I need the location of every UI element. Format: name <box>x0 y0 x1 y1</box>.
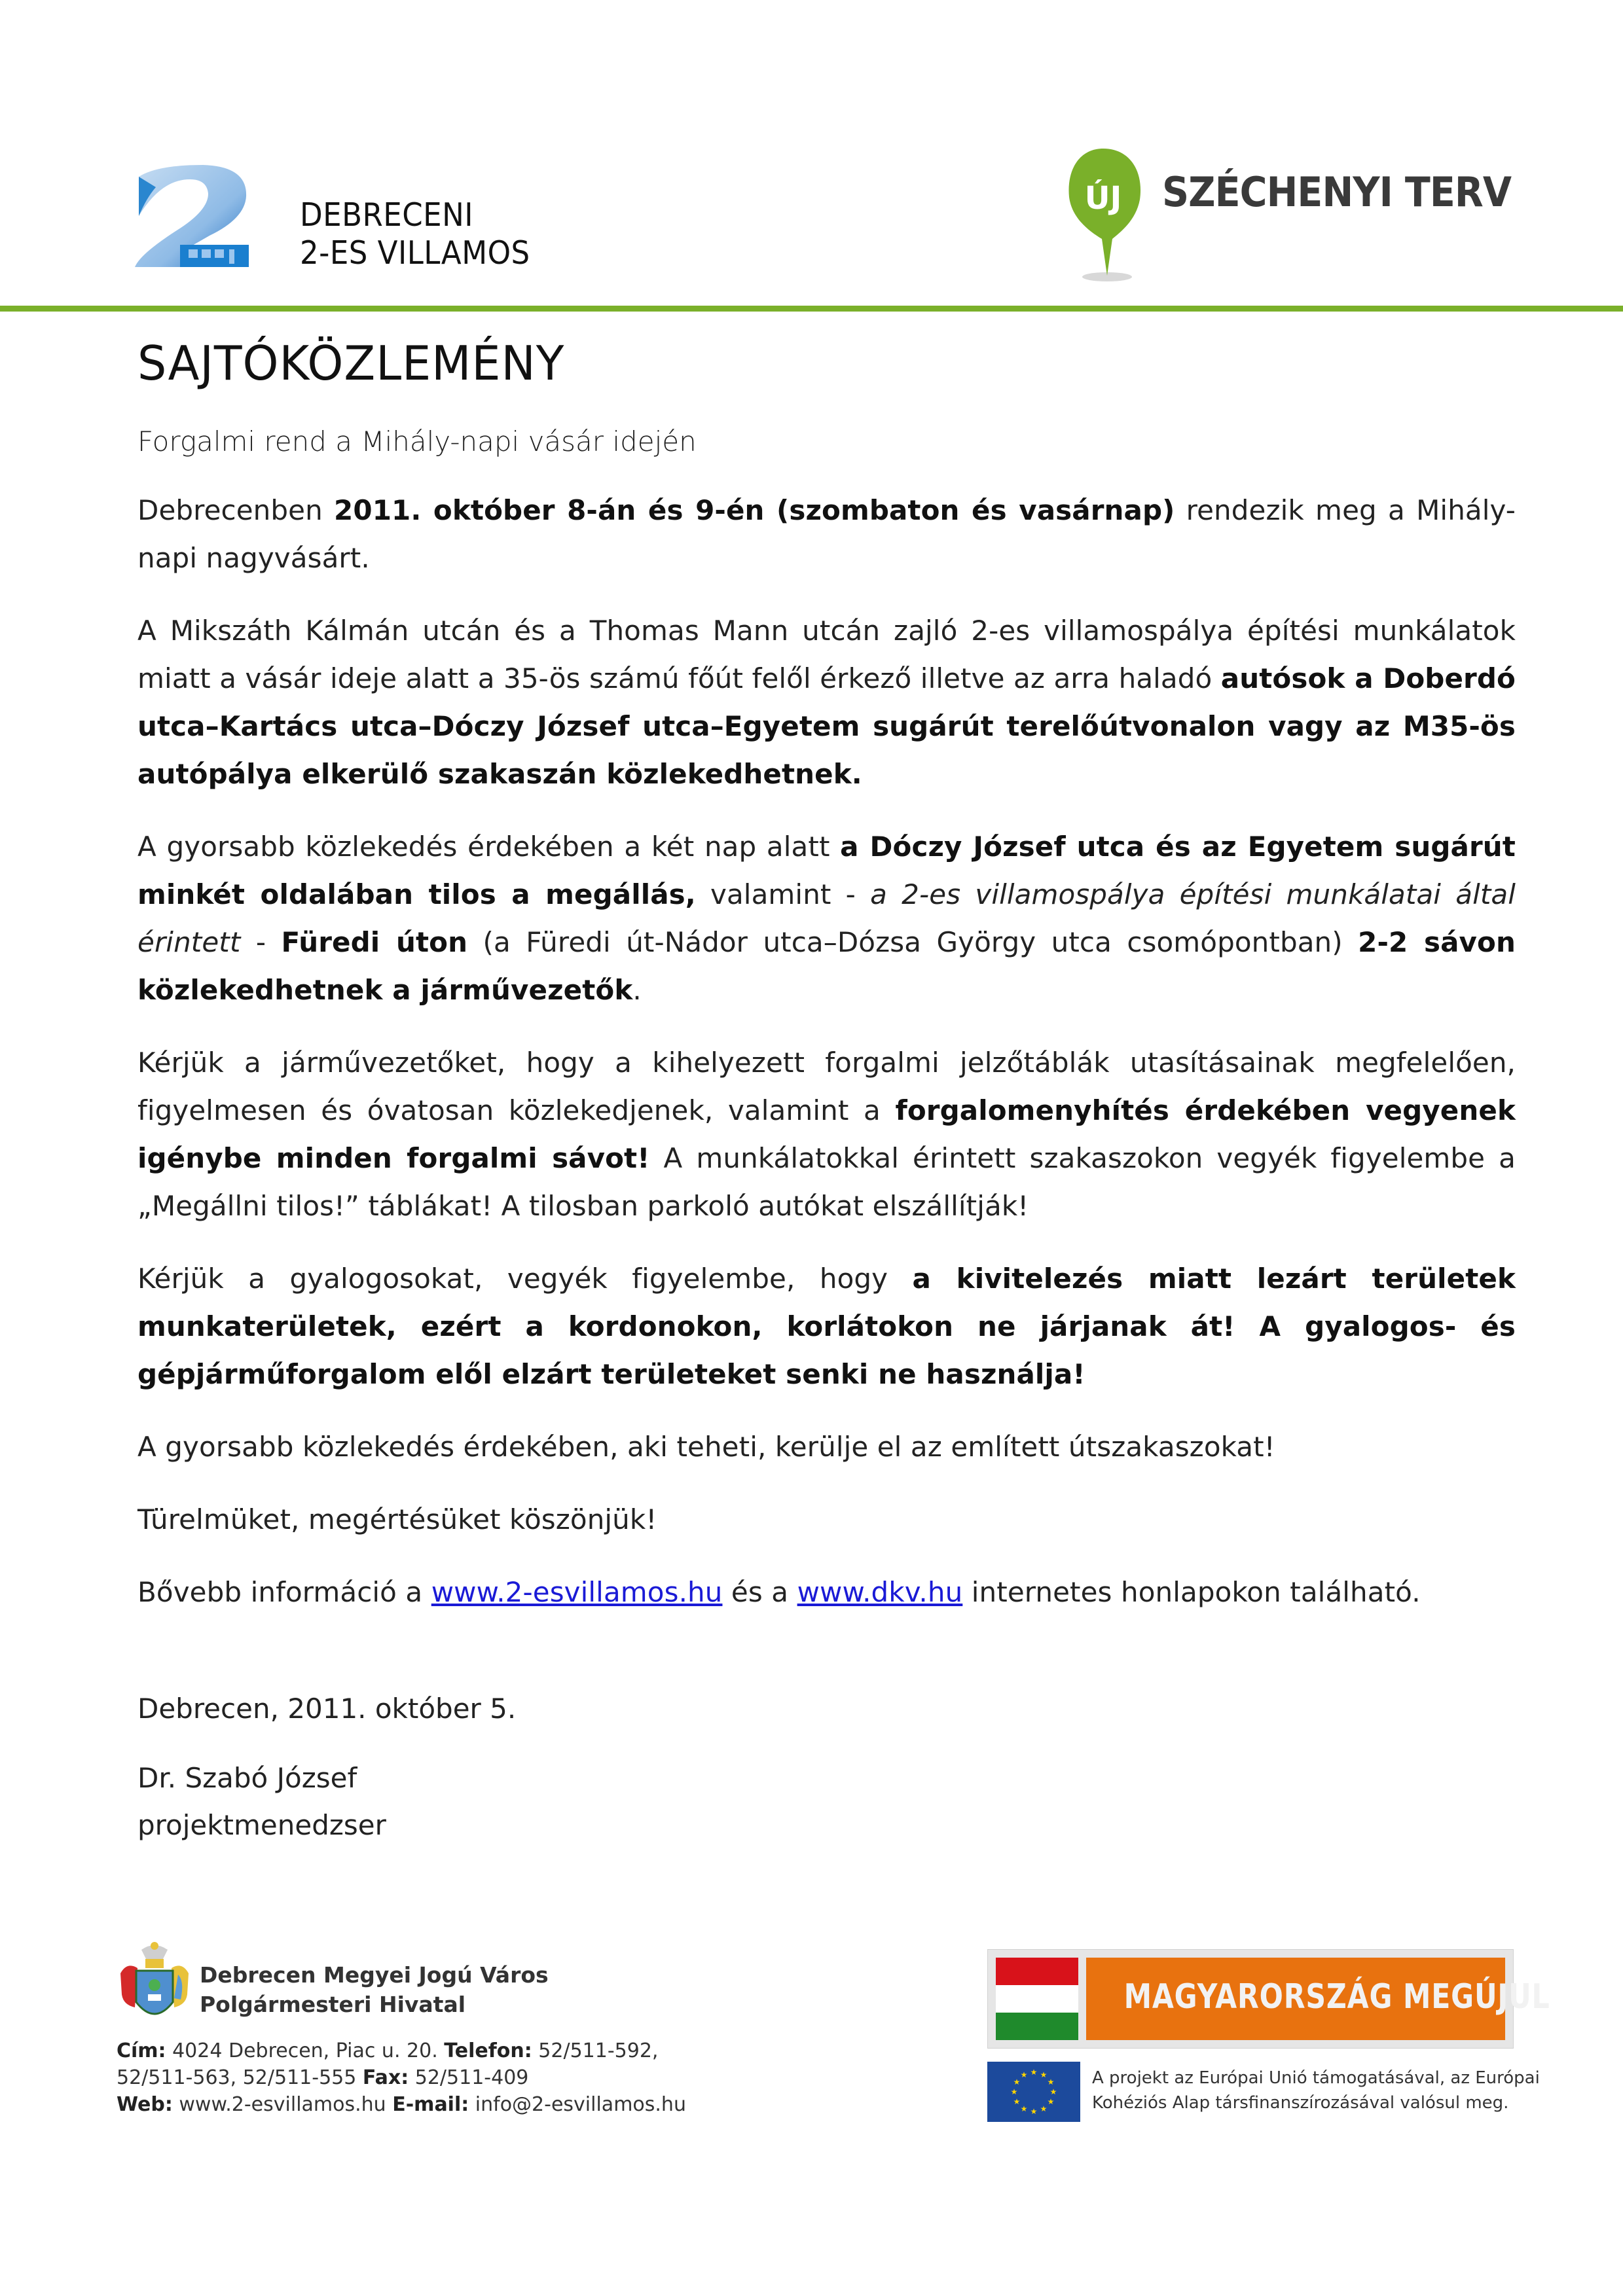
eu-line-1: A projekt az Európai Unió támogatásával, az Európai <box>1092 2068 1540 2088</box>
italic-note: a 2-es villamospálya építési munkálatai által érintett <box>137 878 1516 958</box>
text: Kérjük a járművezetőket, hogy a kihelyezett forgalmi jelzőtáblák utasításainak megfelelően, figyelmesen és óvatosan közlekedjenek, valamint a <box>137 1047 1516 1126</box>
press-release-body <box>137 331 1516 1849</box>
szechenyi-terv-text: SZÉCHENYI TERV <box>1162 168 1512 216</box>
event-date-emphasis: 2011. október 8-án és 9-én (szombaton és vasárnap) <box>334 494 1175 526</box>
phone-label: Telefon: <box>444 2039 532 2062</box>
paragraph-thanks: Türelmüket, megértésüket köszönjük! <box>137 1503 657 1535</box>
eu-star-icon: ★ <box>1020 2104 1028 2113</box>
eu-star-icon: ★ <box>1030 2068 1038 2077</box>
eu-funding-text <box>1092 2066 1540 2115</box>
organization-name <box>200 1960 549 2019</box>
signer-title: projektmenedzser <box>137 1809 386 1841</box>
map-pin-icon <box>1057 141 1149 285</box>
paragraph-avoid-roads: A gyorsabb közlekedés érdekében, aki teheti, kerülje el az említett útszakaszokat! <box>137 1431 1275 1463</box>
fureди-ut-emphasis: Füredi úton <box>281 926 468 958</box>
eu-flag-icon <box>987 2062 1080 2122</box>
text: A munkálatokkal érintett szakaszokon vegyék figyelembe a „Megállni tilos!” táblákat! A tilosban parkoló autókat elszállítják! <box>137 1142 1516 1222</box>
uj-szechenyi-terv-logo <box>1057 141 1529 285</box>
phone-value: 52/511-592, <box>532 2039 659 2062</box>
paragraph-more-info <box>137 1568 1516 1616</box>
tram-2-logo-icon <box>131 162 262 270</box>
eu-line-2: Kohéziós Alap társfinanszírozásával valósul meg. <box>1092 2093 1509 2113</box>
uj-badge-text: ÚJ <box>1084 180 1122 217</box>
address-value: 4024 Debrecen, Piac u. 20. <box>166 2039 445 2062</box>
text: internetes honlapokon található. <box>962 1576 1421 1608</box>
eu-star-icon: ★ <box>1010 2087 1018 2096</box>
link-dkv[interactable]: www.dkv.hu <box>797 1576 963 1608</box>
detour-route-emphasis: autósok a Doberdó utca–Kartács utca–Dóczy József utca–Egyetem sugárút terelőútvonalon vagy az M35-ös autópálya elkerülő szakaszán közlekedhetnek. <box>137 662 1516 790</box>
logo-line-1: DEBRECENI <box>300 196 474 234</box>
document-date: Debrecen, 2011. október 5. <box>137 1693 517 1725</box>
paragraph-pedestrians <box>137 1255 1516 1398</box>
fax-label: Fax: <box>362 2066 409 2089</box>
org-line-1: Debrecen Megyei Jogú Város <box>200 1962 549 1988</box>
text: Kérjük a gyalogosokat, vegyék figyelembe, hogy <box>137 1263 913 1295</box>
eu-star-icon: ★ <box>1013 2097 1021 2106</box>
eu-star-icon: ★ <box>1040 2104 1048 2113</box>
text: valamint - <box>695 878 871 910</box>
eu-star-icon: ★ <box>1030 2107 1038 2116</box>
contact-line-2 <box>117 2064 686 2091</box>
banner-orange-box <box>1086 1958 1550 2040</box>
pedestrian-warning-emphasis: a kivitelezés miatt lezárt területek munkaterületek, ezért a kordonokon, korlátokon ne járjanak át! A gyalogos- és gépjárműforgalom elől elzárt területeket senki ne használja! <box>137 1263 1516 1390</box>
eu-star-icon: ★ <box>1049 2087 1057 2096</box>
contact-line-1 <box>117 2037 686 2064</box>
paragraph-event-date <box>137 486 1516 582</box>
contact-details <box>117 2037 686 2118</box>
logo-line-2: 2-ES VILLAMOS <box>300 234 530 272</box>
parking-ban-emphasis: a Dóczy József utca és az Egyetem sugárút minkét oldalában tilos a megállás, <box>137 831 1516 910</box>
text: A gyorsabb közlekedés érdekében a két nap alatt <box>137 831 841 863</box>
banner-text: MAGYARORSZÁG MEGÚJUL <box>1123 1977 1550 2017</box>
text: Debrecenben <box>137 494 335 526</box>
eu-star-icon: ★ <box>1020 2070 1028 2079</box>
address-label: Cím: <box>117 2039 166 2062</box>
text: . <box>632 974 642 1006</box>
debreceni-villamos-logo <box>131 162 589 274</box>
city-hall-contact-block <box>111 1934 701 2124</box>
lanes-emphasis: 2-2 sávon közlekedhetnek a járművezetők <box>137 926 1516 1006</box>
debrecen-coat-of-arms-icon <box>115 1942 194 2027</box>
text: Bővebb információ a <box>137 1576 431 1608</box>
text: - <box>240 926 282 958</box>
contact-line-3 <box>117 2091 686 2118</box>
fax-value: 52/511-409 <box>409 2066 529 2089</box>
header-divider <box>0 306 1623 312</box>
web-value: www.2-esvillamos.hu <box>172 2093 393 2116</box>
phone-values-more: 52/511-563, 52/511-555 <box>117 2066 363 2089</box>
signer-name: Dr. Szabó József <box>137 1762 357 1794</box>
org-line-2: Polgármesteri Hivatal <box>200 1992 466 2017</box>
eu-funding-block <box>982 1937 1550 2121</box>
page-title: SAJTÓKÖZLEMÉNY <box>137 336 565 391</box>
hungarian-flag-icon <box>996 1958 1078 2040</box>
eu-star-icon: ★ <box>1040 2070 1048 2079</box>
eu-star-icon: ★ <box>1047 2097 1055 2106</box>
email-value: info@2-esvillamos.hu <box>469 2093 686 2116</box>
eu-star-icon: ★ <box>1013 2077 1021 2087</box>
paragraph-detour <box>137 607 1516 798</box>
paragraph-drivers <box>137 1039 1516 1230</box>
eu-star-icon: ★ <box>1047 2077 1055 2087</box>
text: (a Füredi út-Nádor utca–Dózsa György utca csomópontban) <box>467 926 1359 958</box>
text: és a <box>722 1576 797 1608</box>
paragraph-parking-ban <box>137 823 1516 1014</box>
logo-text <box>300 196 530 272</box>
text: A Mikszáth Kálmán utcán és a Thomas Mann utcán zajló 2-es villamospálya építési munkálatok miatt a vásár ideje alatt a 35-ös számú főút felől érkező illetve az arra haladó <box>137 615 1516 694</box>
text: rendezik meg a Mihály-napi nagyvásárt. <box>137 494 1516 574</box>
subtitle: Forgalmi rend a Mihály-napi vásár idején <box>137 425 697 457</box>
magyarorszag-megujul-banner <box>987 1949 1550 2049</box>
email-label: E-mail: <box>392 2093 469 2116</box>
all-lanes-emphasis: forgalomenyhítés érdekében vegyenek igénybe minden forgalmi sávot! <box>137 1094 1516 1174</box>
link-2-esvillamos[interactable]: www.2-esvillamos.hu <box>431 1576 723 1608</box>
web-label: Web: <box>117 2093 173 2116</box>
